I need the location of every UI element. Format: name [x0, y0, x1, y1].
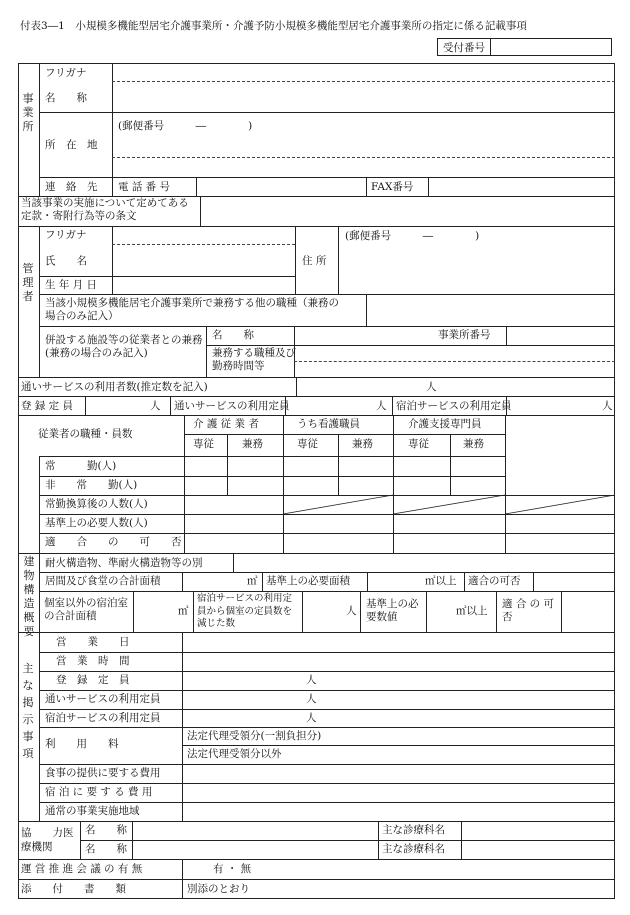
- jigyosho-contact-label: 連 絡 先: [45, 181, 98, 193]
- staff-row-fulltime: 常 勤(人): [45, 460, 117, 472]
- staff-header: 従業者の職種・員数: [38, 428, 133, 440]
- kozo-living-unit: ㎡: [247, 575, 258, 587]
- jigyosho-section-label: 事業所: [22, 92, 34, 133]
- staff-sub-concurrent-cm: 兼務: [463, 438, 484, 450]
- kozo-ok-label: 適合の可否: [468, 575, 521, 587]
- kozo-private-unit: ㎡: [178, 605, 189, 617]
- staff-group-nurse: うち看護職員: [297, 418, 360, 430]
- keiji-row-kayoi-unit: 人: [306, 693, 317, 705]
- jigyosho-name-label: 名 称: [45, 92, 87, 104]
- kozo-minus-unit: 人: [346, 605, 357, 617]
- kanri-other-post-label: 当該小規模多機能居宅介護事業所で兼務する他の職種（兼務の場合のみ記入）: [45, 297, 339, 322]
- keiji-row-kayoi: 通いサービスの利用定員: [45, 693, 161, 705]
- kyoryoku-dept-2: 主な診療科名: [382, 843, 445, 855]
- kyoryoku-label: 協 力医療機関: [21, 827, 74, 853]
- reg-capacity-unit: 人: [150, 400, 161, 412]
- kanri-fac-job-label: 兼務する職種及び勤務時間等: [212, 347, 296, 372]
- kyoryoku-dept-1: 主な診療科名: [382, 824, 445, 836]
- form-title: 付表3―1 小規模多機能型居宅介護事業所・介護予防小規模多機能型居宅介護事業所の指定に係る記載事項: [20, 20, 527, 32]
- kanri-section-label: 管理者: [22, 262, 34, 303]
- shuku-capacity-label: 宿泊サービスの利用定員: [396, 400, 512, 412]
- kayoi-capacity-unit: 人: [376, 400, 387, 412]
- kyoryoku-name-2: 名 称: [85, 843, 127, 855]
- kanri-address-label: 住 所: [302, 255, 327, 267]
- keiji-stay-label: 宿 泊 に 要 す る 費 用: [45, 786, 153, 798]
- jigyosho-furigana-label: フリガナ: [45, 67, 87, 79]
- reg-capacity-label: 登 録 定 員: [21, 400, 74, 412]
- keiji-row-reg-unit: 人: [306, 674, 317, 686]
- meeting-value[interactable]: 有 ・ 無: [213, 863, 252, 875]
- keiji-area-label: 通常の事業実施地域: [45, 805, 140, 817]
- kozo-section-label: 建物構造概要: [23, 555, 35, 638]
- kyoryoku-name-1: 名 称: [85, 824, 127, 836]
- kanri-fac-name-label: 名 称: [212, 329, 254, 341]
- keiji-section-label: 主な掲示事項: [22, 662, 34, 760]
- staff-row-ok: 適 合 の 可 否: [45, 536, 182, 548]
- articles-label: 当該事業の実施について定めてある定款・寄附行為等の条文: [21, 197, 189, 222]
- keiji-fee-1: 法定代理受領分(一割負担分): [187, 730, 322, 742]
- jigyosho-fax-label: FAX番号: [371, 181, 414, 193]
- staff-group-care: 介 護 従 業 者: [193, 418, 259, 430]
- kanri-furigana-label: フリガナ: [45, 229, 87, 241]
- kozo-living-label: 居間及び食堂の合計面積: [45, 575, 161, 587]
- staff-sub-fulltime-care: 専従: [193, 438, 214, 450]
- kanri-fac-no-label: 事業所番号: [438, 329, 491, 341]
- kozo-private-label: 個室以外の宿泊室の合計面積: [44, 597, 128, 622]
- kanri-birth-label: 生 年 月 日: [45, 279, 98, 291]
- kayoi-users-label: 通いサービスの利用者数(推定数を記入): [21, 381, 208, 393]
- keiji-fee-label: 利 用 料: [45, 738, 119, 750]
- staff-group-cm: 介護支援専門員: [408, 418, 482, 430]
- staff-sub-concurrent-care: 兼務: [242, 438, 263, 450]
- kanri-name-label: 氏 名: [45, 255, 87, 267]
- jigyosho-address-label: 所 在 地: [45, 139, 98, 151]
- reception-number-label: 受付番号: [438, 39, 491, 55]
- attach-value: 別添のとおり: [187, 883, 250, 895]
- staff-row-parttime: 非 常 勤(人): [45, 479, 138, 491]
- staff-sub-fulltime-nurse: 専従: [297, 438, 318, 450]
- staff-row-converted: 常勤換算後の人数(人): [45, 498, 148, 510]
- kayoi-users-unit: 人: [426, 381, 437, 393]
- keiji-row-days: 営 業 日: [56, 636, 130, 648]
- staff-sub-concurrent-nurse: 兼務: [352, 438, 373, 450]
- keiji-row-shuku: 宿泊サービスの利用定員: [45, 712, 161, 724]
- kanri-facility-label: 併設する施設等の従業者との兼務(兼務の場合のみ記入): [45, 334, 203, 359]
- staff-sub-fulltime-cm: 専従: [408, 438, 429, 450]
- kozo-std-need-label: 基準上の必要数値: [366, 598, 419, 623]
- jigyosho-postal: (郵便番号 ― ): [118, 120, 253, 132]
- kozo-minus-label: 宿泊サービスの利用定員から個室の定員数を減じた数: [197, 593, 293, 629]
- kayoi-capacity-label: 通いサービスの利用定員: [174, 400, 290, 412]
- meeting-label: 運 営 推 進 会 議 の 有 無: [21, 863, 143, 875]
- kozo-std-unit: ㎡以上: [425, 575, 457, 587]
- kozo-std-label: 基準上の必要面積: [266, 575, 350, 587]
- keiji-row-hours: 営 業 時 間: [56, 655, 130, 667]
- staff-row-required: 基準上の必要人数(人): [45, 517, 148, 529]
- kozo-std-need-unit: ㎡以上: [456, 605, 488, 617]
- keiji-food-label: 食事の提供に要する費用: [45, 767, 161, 779]
- jigyosho-tel-label: 電 話 番 号: [118, 181, 171, 193]
- keiji-row-reg: 登 録 定 員: [56, 674, 130, 686]
- keiji-fee-2: 法定代理受領分以外: [187, 748, 282, 760]
- kanri-postal: (郵便番号 ― ): [345, 230, 480, 242]
- kozo-ok2-label: 適 合 の 可 否: [502, 598, 565, 623]
- keiji-row-shuku-unit: 人: [306, 712, 317, 724]
- kozo-fire-label: 耐火構造物、準耐火構造物等の別: [45, 557, 203, 569]
- attach-label: 添 付 書 類: [21, 883, 126, 895]
- shuku-capacity-unit: 人: [602, 400, 613, 412]
